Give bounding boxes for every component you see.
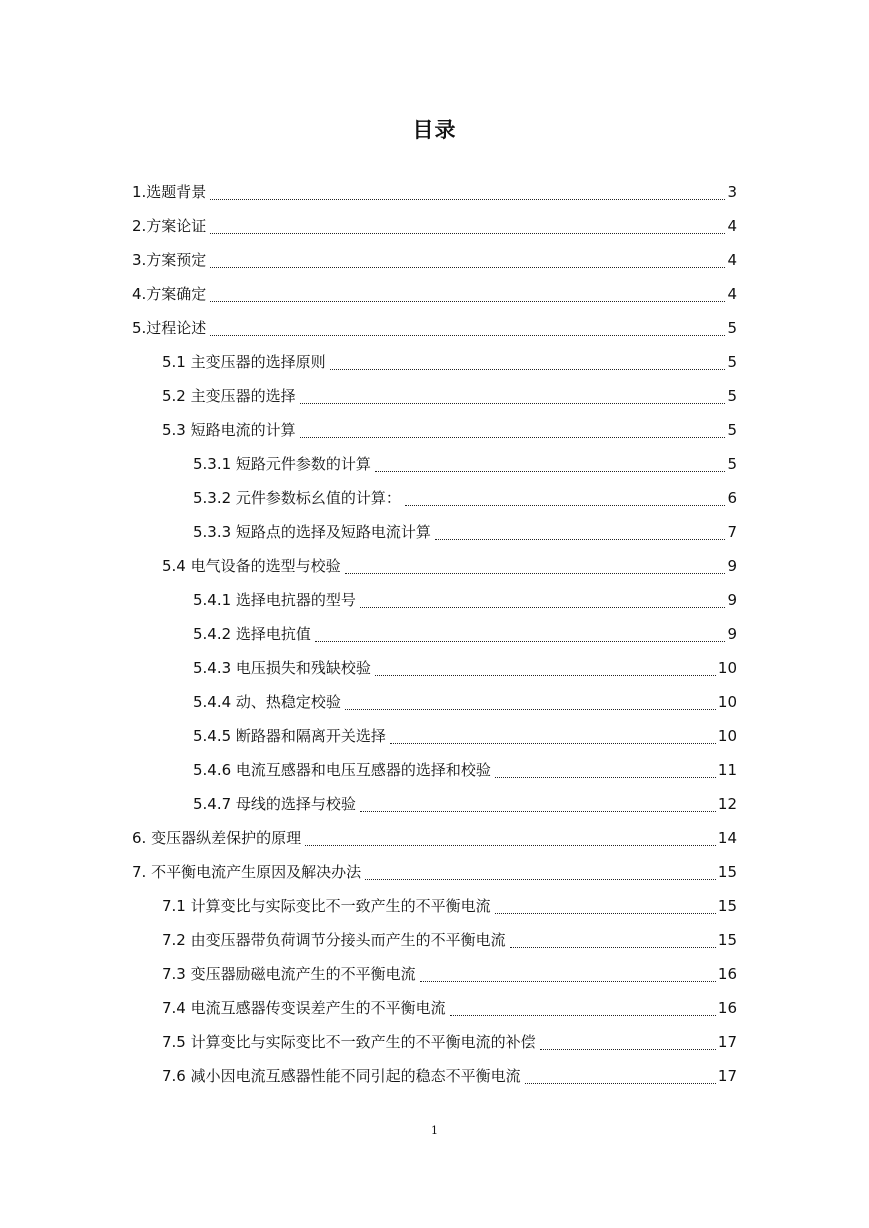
toc-entry-label: 7.1 计算变比与实际变比不一致产生的不平衡电流 <box>162 897 491 915</box>
toc-entry-page: 10 <box>717 727 737 745</box>
toc-entry-page: 16 <box>717 965 737 983</box>
toc-entry-page: 3 <box>727 183 737 201</box>
toc-entry[interactable] <box>193 719 737 753</box>
toc-entry[interactable] <box>162 345 737 379</box>
toc-entry-page: 5 <box>727 421 737 439</box>
toc-entry[interactable] <box>162 413 737 447</box>
toc-entry-page: 16 <box>717 999 737 1017</box>
toc-entry-label: 5.1 主变压器的选择原则 <box>162 353 326 371</box>
dot-leader <box>345 685 716 719</box>
dot-leader <box>210 175 725 209</box>
dot-leader <box>210 243 725 277</box>
toc-entry[interactable] <box>162 1025 737 1059</box>
toc-entry-page: 12 <box>717 795 737 813</box>
dot-leader <box>305 821 716 855</box>
toc-entry-label: 2.方案论证 <box>132 217 207 235</box>
dot-leader <box>435 515 726 549</box>
toc-entry-page: 5 <box>727 387 737 405</box>
toc-entry[interactable] <box>132 855 737 889</box>
toc-entry-page: 10 <box>717 659 737 677</box>
toc-title: 目录 <box>412 118 457 142</box>
toc-entry[interactable] <box>193 481 737 515</box>
toc-entry-label: 5.4.4 动、热稳定校验 <box>193 693 341 711</box>
toc-entry-page: 17 <box>717 1067 737 1085</box>
dot-leader <box>495 753 716 787</box>
toc-entry[interactable] <box>132 821 737 855</box>
toc-entry-label: 5.3.3 短路点的选择及短路电流计算 <box>193 523 431 541</box>
toc-entry[interactable] <box>162 889 737 923</box>
page-number: 1 <box>431 1124 438 1137</box>
toc-entry[interactable] <box>162 1059 737 1093</box>
toc-entry[interactable] <box>132 175 737 209</box>
toc-entry-page: 11 <box>717 761 737 779</box>
dot-leader <box>210 277 725 311</box>
toc-entry[interactable] <box>162 549 737 583</box>
toc-entry-page: 6 <box>727 489 737 507</box>
toc-entry-label: 7.6 减小因电流互感器性能不同引起的稳态不平衡电流 <box>162 1067 521 1085</box>
toc-entry-page: 15 <box>717 931 737 949</box>
dot-leader <box>360 583 726 617</box>
toc-entry[interactable] <box>193 685 737 719</box>
toc-entry-label: 5.4.1 选择电抗器的型号 <box>193 591 356 609</box>
toc-entry-label: 5.3 短路电流的计算 <box>162 421 296 439</box>
dot-leader <box>300 413 726 447</box>
toc-entry-page: 15 <box>717 897 737 915</box>
toc-entry-label: 1.选题背景 <box>132 183 207 201</box>
toc-entry-label: 5.4.7 母线的选择与校验 <box>193 795 356 813</box>
dot-leader <box>450 991 716 1025</box>
dot-leader <box>390 719 716 753</box>
toc-entry-label: 5.3.2 元件参数标幺值的计算： <box>193 489 401 507</box>
dot-leader <box>210 311 725 345</box>
dot-leader <box>525 1059 716 1093</box>
toc-entry-page: 15 <box>717 863 737 881</box>
toc-entry-page: 10 <box>717 693 737 711</box>
toc-entry[interactable] <box>132 209 737 243</box>
dot-leader <box>365 855 716 889</box>
toc-entry-label: 5.4.2 选择电抗值 <box>193 625 311 643</box>
toc-entry-label: 7. 不平衡电流产生原因及解决办法 <box>132 863 362 881</box>
toc-entry[interactable] <box>193 617 737 651</box>
toc-entry-page: 9 <box>727 591 737 609</box>
toc-entry-page: 5 <box>727 455 737 473</box>
toc-entry-label: 5.4.6 电流互感器和电压互感器的选择和校验 <box>193 761 491 779</box>
toc-entry-page: 4 <box>727 285 737 303</box>
dot-leader <box>420 957 716 991</box>
toc-entry-page: 4 <box>727 217 737 235</box>
dot-leader <box>330 345 726 379</box>
toc-entry-label: 6. 变压器纵差保护的原理 <box>132 829 302 847</box>
toc-entry[interactable] <box>132 243 737 277</box>
toc-entry[interactable] <box>162 923 737 957</box>
dot-leader <box>375 651 716 685</box>
toc-entry-page: 9 <box>727 557 737 575</box>
dot-leader <box>375 447 726 481</box>
toc-entry-page: 7 <box>727 523 737 541</box>
toc-entry[interactable] <box>193 583 737 617</box>
toc-entry[interactable] <box>162 379 737 413</box>
toc-entry-label: 5.4.3 电压损失和残缺校验 <box>193 659 371 677</box>
dot-leader <box>300 379 726 413</box>
toc-entry-label: 5.3.1 短路元件参数的计算 <box>193 455 371 473</box>
toc-entry[interactable] <box>162 957 737 991</box>
dot-leader <box>315 617 726 651</box>
toc-entry-label: 7.2 由变压器带负荷调节分接头而产生的不平衡电流 <box>162 931 506 949</box>
toc-entry[interactable] <box>193 447 737 481</box>
dot-leader <box>405 481 726 515</box>
toc-entry-page: 17 <box>717 1033 737 1051</box>
toc-entry-page: 9 <box>727 625 737 643</box>
dot-leader <box>540 1025 716 1059</box>
toc-entry-label: 7.4 电流互感器传变误差产生的不平衡电流 <box>162 999 446 1017</box>
toc-entry-label: 5.过程论述 <box>132 319 207 337</box>
toc-entry[interactable] <box>193 753 737 787</box>
dot-leader <box>510 923 716 957</box>
toc-entry[interactable] <box>193 515 737 549</box>
toc-entry[interactable] <box>132 311 737 345</box>
dot-leader <box>495 889 716 923</box>
toc-entry-page: 14 <box>717 829 737 847</box>
toc-entry-page: 4 <box>727 251 737 269</box>
toc-entry-label: 3.方案预定 <box>132 251 207 269</box>
toc-entry-label: 5.4.5 断路器和隔离开关选择 <box>193 727 386 745</box>
dot-leader <box>345 549 726 583</box>
toc-entry-label: 5.4 电气设备的选型与校验 <box>162 557 341 575</box>
toc-entry[interactable] <box>132 277 737 311</box>
toc-entry-label: 5.2 主变压器的选择 <box>162 387 296 405</box>
toc-entry[interactable] <box>193 651 737 685</box>
toc-entry[interactable] <box>193 787 737 821</box>
toc-entry-label: 7.3 变压器励磁电流产生的不平衡电流 <box>162 965 416 983</box>
toc-entry-label: 4.方案确定 <box>132 285 207 303</box>
toc-entry[interactable] <box>162 991 737 1025</box>
dot-leader <box>210 209 725 243</box>
toc-entry-label: 7.5 计算变比与实际变比不一致产生的不平衡电流的补偿 <box>162 1033 536 1051</box>
toc-entry-page: 5 <box>727 319 737 337</box>
toc-entry-page: 5 <box>727 353 737 371</box>
dot-leader <box>360 787 716 821</box>
